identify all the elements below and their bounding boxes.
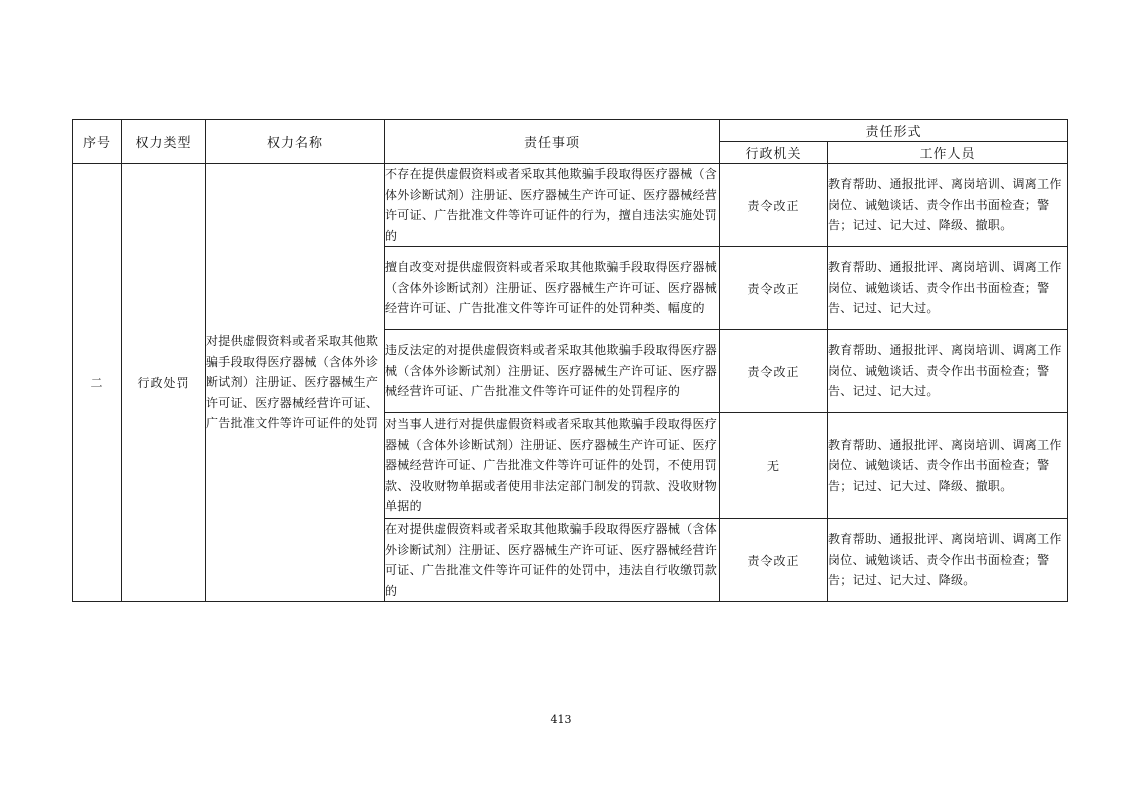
responsibility-table [72,119,1068,602]
header-power-name: 权力名称 [206,120,385,164]
staff-cell: 教育帮助、通报批评、离岗培训、调离工作岗位、诫勉谈话、责令作出书面检查；警告、记过、记大过。 [828,330,1068,413]
header-responsibility-item: 责任事项 [385,120,720,164]
responsibility-item-cell: 不存在提供虚假资料或者采取其他欺骗手段取得医疗器械（含体外诊断试剂）注册证、医疗器械生产许可证、医疗器械经营许可证、广告批准文件等许可证件的行为，擅自违法实施处罚的 [385,164,720,247]
header-seq: 序号 [73,120,122,164]
power-type-cell: 行政处罚 [122,164,206,602]
staff-cell: 教育帮助、通报批评、离岗培训、调离工作岗位、诫勉谈话、责令作出书面检查；警告；记过、记大过、降级、撤职。 [828,413,1068,519]
responsibility-item-cell: 违反法定的对提供虚假资料或者采取其他欺骗手段取得医疗器械（含体外诊断试剂）注册证、医疗器械生产许可证、医疗器械经营许可证、广告批准文件等许可证件的处罚程序的 [385,330,720,413]
admin-org-cell: 责令改正 [720,330,828,413]
header-admin-org: 行政机关 [720,142,828,164]
header-responsibility-form: 责任形式 [720,120,1068,142]
power-name-cell: 对提供虚假资料或者采取其他欺骗手段取得医疗器械（含体外诊断试剂）注册证、医疗器械生产许可证、医疗器械经营许可证、广告批准文件等许可证件的处罚 [206,164,385,602]
staff-cell: 教育帮助、通报批评、离岗培训、调离工作岗位、诫勉谈话、责令作出书面检查；警告、记过、记大过。 [828,247,1068,330]
admin-org-cell: 无 [720,413,828,519]
staff-cell: 教育帮助、通报批评、离岗培训、调离工作岗位、诫勉谈话、责令作出书面检查；警告；记过、记大过、降级。 [828,519,1068,602]
header-power-type: 权力类型 [122,120,206,164]
header-staff: 工作人员 [828,142,1068,164]
seq-cell: 二 [73,164,122,602]
admin-org-cell: 责令改正 [720,519,828,602]
header-row-1 [73,120,1068,142]
admin-org-cell: 责令改正 [720,247,828,330]
responsibility-item-cell: 对当事人进行对提供虚假资料或者采取其他欺骗手段取得医疗器械（含体外诊断试剂）注册证、医疗器械生产许可证、医疗器械经营许可证、广告批准文件等许可证件的处罚，不使用罚款、没收财物单据或者使用非法定部门制发的罚款、没收财物单据的 [385,413,720,519]
table-row [73,164,1068,247]
page-number: 413 [550,713,572,726]
staff-cell: 教育帮助、通报批评、离岗培训、调离工作岗位、诫勉谈话、责令作出书面检查；警告；记过、记大过、降级、撤职。 [828,164,1068,247]
responsibility-item-cell: 擅自改变对提供虚假资料或者采取其他欺骗手段取得医疗器械（含体外诊断试剂）注册证、医疗器械生产许可证、医疗器械经营许可证、广告批准文件等许可证件的处罚种类、幅度的 [385,247,720,330]
responsibility-item-cell: 在对提供虚假资料或者采取其他欺骗手段取得医疗器械（含体外诊断试剂）注册证、医疗器械生产许可证、医疗器械经营许可证、广告批准文件等许可证件的处罚中，违法自行收缴罚款的 [385,519,720,602]
admin-org-cell: 责令改正 [720,164,828,247]
